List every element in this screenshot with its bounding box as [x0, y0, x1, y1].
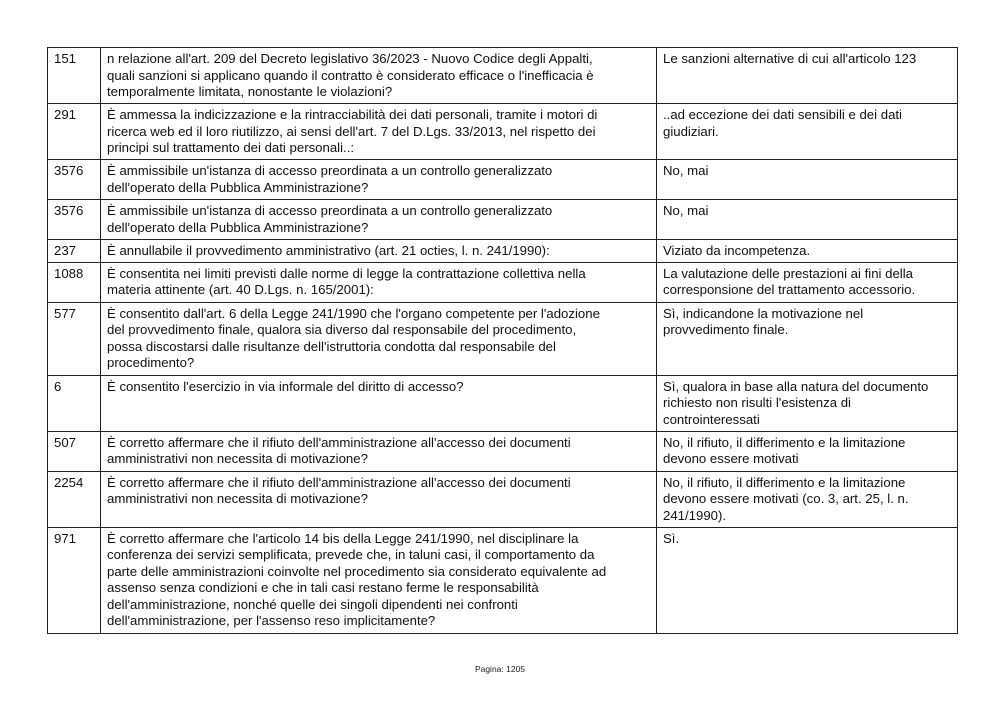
- question-text: È corretto affermare che il rifiuto dell'amministrazione all'accesso dei documenti amministrativi non necessita di motivazione?: [101, 431, 657, 471]
- table-row: [48, 375, 958, 431]
- question-text: È ammissibile un'istanza di accesso preordinata a un controllo generalizzato dell'operato della Pubblica Amministrazione?: [101, 200, 657, 240]
- table-row: [48, 160, 958, 200]
- page-number: Pagina: 1205: [474, 664, 526, 674]
- table-row: [48, 262, 958, 302]
- question-id: 151: [48, 48, 101, 104]
- table-row: [48, 48, 958, 104]
- answer-text: ..ad eccezione dei dati sensibili e dei dati giudiziari.: [657, 104, 958, 160]
- table-row: [48, 471, 958, 527]
- question-id: 3576: [48, 200, 101, 240]
- question-id: 3576: [48, 160, 101, 200]
- table-row: [48, 431, 958, 471]
- answer-text: No, mai: [657, 200, 958, 240]
- question-text: È corretto affermare che l'articolo 14 bis della Legge 241/1990, nel disciplinare la conferenza dei servizi semplificata, prevede che, in taluni casi, il comportamento da parte delle amministrazioni coinvolte nel procedimento sia considerato equivalente ad assenso senza condizioni e che in tali casi restano ferme le responsabilità dell'amministrazione, nonché quelle dei singoli dipendenti nei confronti dell'amministrazione, per l'assenso reso implicitamente?: [101, 527, 657, 633]
- question-text: È consentito l'esercizio in via informale del diritto di accesso?: [101, 375, 657, 431]
- table-row: [48, 240, 958, 263]
- question-id: 1088: [48, 262, 101, 302]
- answer-text: No, il rifiuto, il differimento e la limitazione devono essere motivati (co. 3, art. 25, l. n. 241/1990).: [657, 471, 958, 527]
- answer-text: Sì, qualora in base alla natura del documento richiesto non risulti l'esistenza di controinteressati: [657, 375, 958, 431]
- answer-text: Sì, indicandone la motivazione nel provvedimento finale.: [657, 302, 958, 375]
- question-id: 2254: [48, 471, 101, 527]
- questions-table: [47, 47, 958, 634]
- answer-text: Le sanzioni alternative di cui all'articolo 123: [657, 48, 958, 104]
- question-id: 6: [48, 375, 101, 431]
- table-row: [48, 527, 958, 633]
- question-id: 577: [48, 302, 101, 375]
- answer-text: No, il rifiuto, il differimento e la limitazione devono essere motivati: [657, 431, 958, 471]
- answer-text: Viziato da incompetenza.: [657, 240, 958, 263]
- table-row: [48, 104, 958, 160]
- question-text: È consentita nei limiti previsti dalle norme di legge la contrattazione collettiva nella materia attinente (art. 40 D.Lgs. n. 165/2001):: [101, 262, 657, 302]
- question-id: 291: [48, 104, 101, 160]
- question-id: 971: [48, 527, 101, 633]
- question-text: È annullabile il provvedimento amministrativo (art. 21 octies, l. n. 241/1990):: [101, 240, 657, 263]
- question-text: È corretto affermare che il rifiuto dell'amministrazione all'accesso dei documenti amministrativi non necessita di motivazione?: [101, 471, 657, 527]
- question-text: È consentito dall'art. 6 della Legge 241/1990 che l'organo competente per l'adozione del provvedimento finale, qualora sia diverso dal responsabile del procedimento, possa discostarsi dalle risultanze dell'istruttoria condotta dal responsabile del procedimento?: [101, 302, 657, 375]
- answer-text: La valutazione delle prestazioni ai fini della corresponsione del trattamento accessorio.: [657, 262, 958, 302]
- answer-text: No, mai: [657, 160, 958, 200]
- question-id: 237: [48, 240, 101, 263]
- table-row: [48, 302, 958, 375]
- question-text: È ammessa la indicizzazione e la rintracciabilità dei dati personali, tramite i motori di ricerca web ed il loro riutilizzo, ai sensi dell'art. 7 del D.Lgs. 33/2013, nel rispetto dei principi sul trattamento dei dati personali..:: [101, 104, 657, 160]
- question-text: n relazione all'art. 209 del Decreto legislativo 36/2023 - Nuovo Codice degli Appalti, quali sanzioni si applicano quando il contratto è considerato efficace o l'inefficacia è temporalmente limitata, nonostante le violazioni?: [101, 48, 657, 104]
- question-text: È ammissibile un'istanza di accesso preordinata a un controllo generalizzato dell'operato della Pubblica Amministrazione?: [101, 160, 657, 200]
- table-row: [48, 200, 958, 240]
- document-page: [47, 47, 957, 634]
- question-id: 507: [48, 431, 101, 471]
- answer-text: Sì.: [657, 527, 958, 633]
